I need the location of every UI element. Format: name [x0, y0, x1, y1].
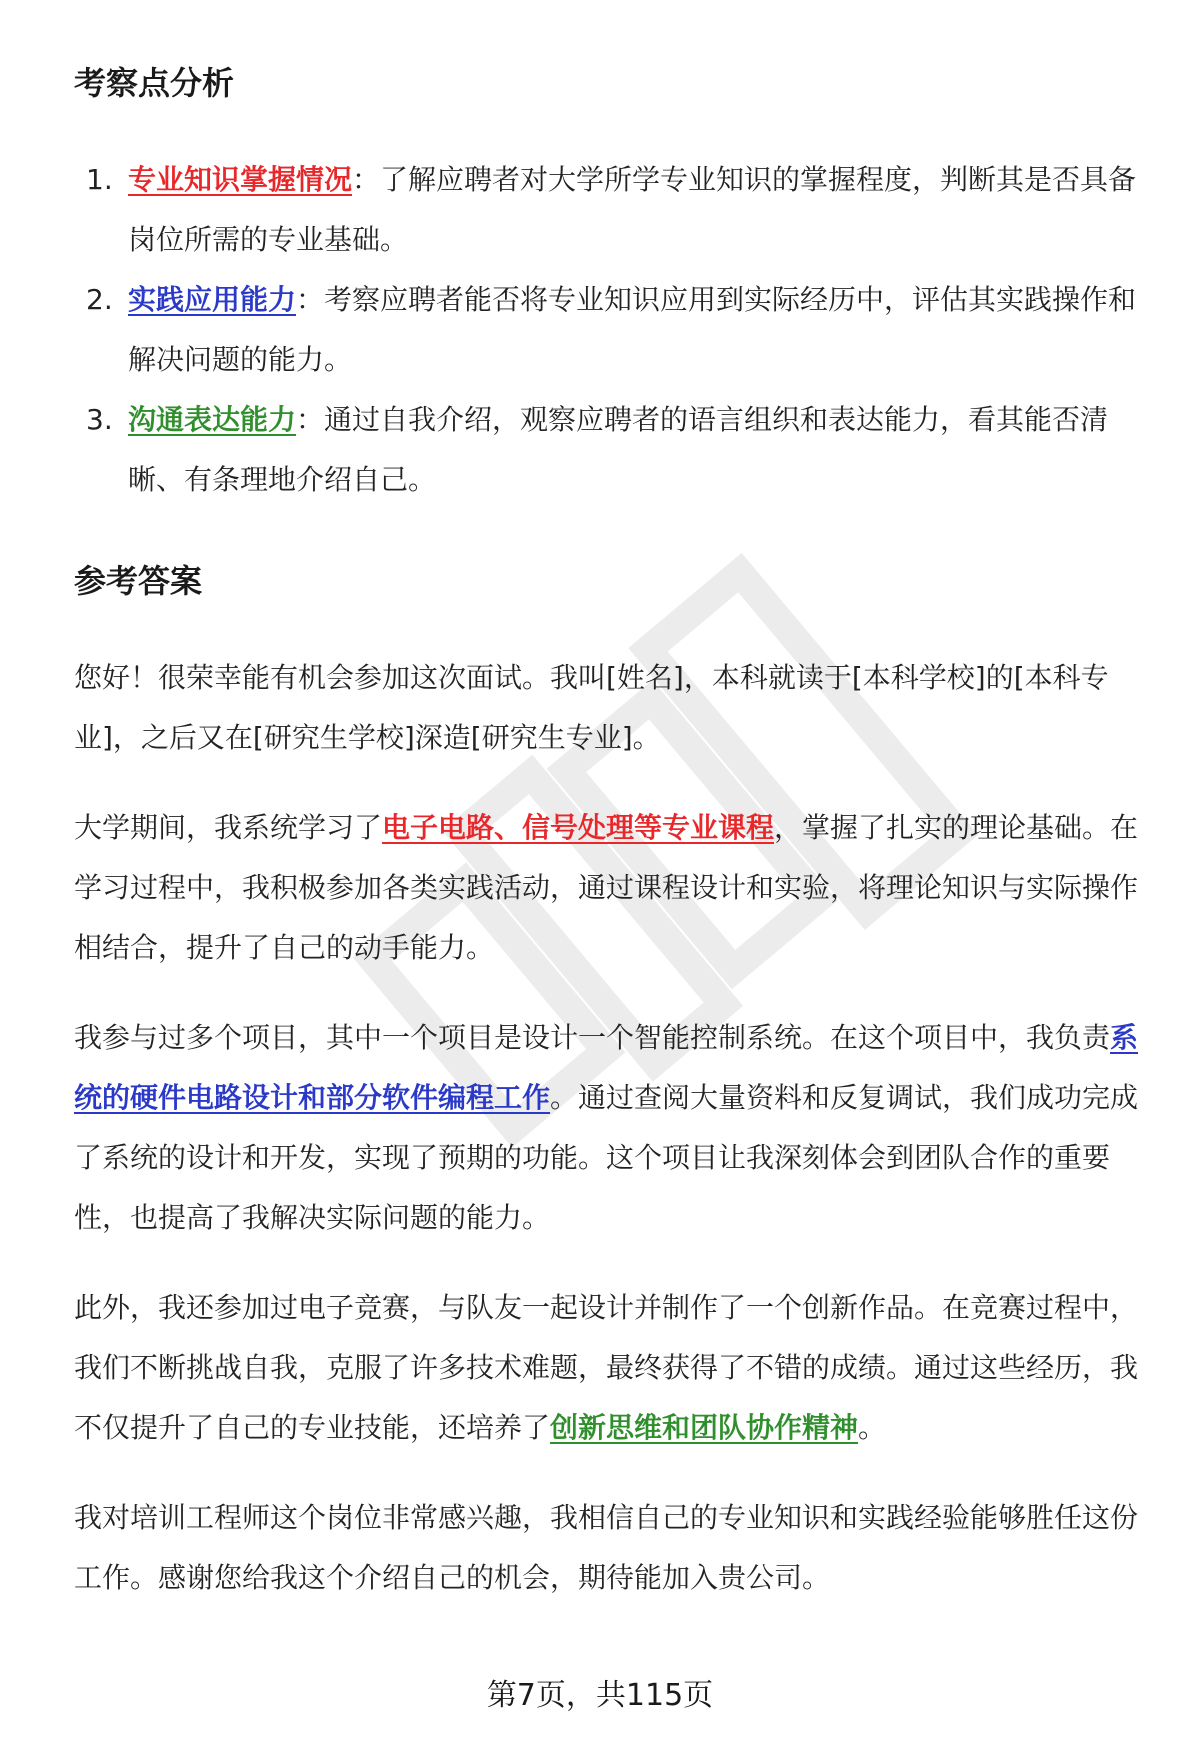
list-item — [74, 150, 1154, 270]
list-text: 了解应聘者对大学所学专业知识的掌握程度，判断其是否具备岗位所需的专业基础。 — [128, 163, 1137, 256]
list-text: 通过自我介绍，观察应聘者的语言组织和表达能力，看其能否清晰、有条理地介绍自己。 — [128, 403, 1109, 496]
separator: ： — [352, 163, 381, 196]
list-number: 2. — [86, 283, 113, 316]
keyword-highlight: 专业知识掌握情况 — [128, 163, 353, 196]
paragraph-text: 。 — [858, 1411, 887, 1444]
answer-paragraph-intro: 您好！很荣幸能有机会参加这次面试。我叫[姓名]，本科就读于[本科学校]的[本科专业]，之后又在[研究生学校]深造[研究生专业]。 — [74, 661, 1109, 754]
keyword-highlight: 创新思维和团队协作精神 — [550, 1411, 859, 1444]
paragraph-text: 大学期间，我系统学习了 — [74, 811, 383, 844]
keyword-highlight: 电子电路、信号处理等专业课程 — [382, 811, 775, 844]
list-number: 3. — [86, 403, 113, 436]
keyword-highlight: 沟通表达能力 — [128, 403, 297, 436]
keyword-highlight: 实践应用能力 — [128, 283, 297, 316]
keyword-highlight: 系统的硬件电路设计和部分软件编程工作 — [74, 1021, 1139, 1114]
section-title-analysis: 考察点分析 — [74, 64, 235, 102]
separator: ： — [296, 283, 325, 316]
paragraph-text: 。通过查阅大量资料和反复调试，我们成功完成了系统的设计和开发，实现了预期的功能。这个项目让我深刻体会到团队合作的重要性，也提高了我解决实际问题的能力。 — [74, 1081, 1139, 1234]
answer-paragraph-project — [74, 1008, 1154, 1248]
answer-paragraph-closing: 我对培训工程师这个岗位非常感兴趣，我相信自己的专业知识和实践经验能够胜任这份工作。感谢您给我这个介绍自己的机会，期待能加入贵公司。 — [74, 1501, 1139, 1594]
paragraph-text: 此外，我还参加过电子竞赛，与队友一起设计并制作了一个创新作品。在竞赛过程中，我们不断挑战自我，克服了许多技术难题，最终获得了不错的成绩。通过这些经历，我不仅提升了自己的专业技能，还培养了 — [74, 1291, 1139, 1444]
answer-paragraph-competition — [74, 1278, 1154, 1458]
section-title-answer: 参考答案 — [74, 562, 203, 600]
answer-paragraph-study — [74, 798, 1154, 978]
separator: ： — [296, 403, 325, 436]
list-item — [74, 270, 1154, 390]
paragraph-text: 我参与过多个项目，其中一个项目是设计一个智能控制系统。在这个项目中，我负责 — [74, 1021, 1111, 1054]
list-text: 考察应聘者能否将专业知识应用到实际经历中，评估其实践操作和解决问题的能力。 — [128, 283, 1137, 376]
paragraph-text: ，掌握了扎实的理论基础。在学习过程中，我积极参加各类实践活动，通过课程设计和实验，将理论知识与实际操作相结合，提升了自己的动手能力。 — [74, 811, 1139, 964]
page-number: 第7页，共115页 — [486, 1678, 714, 1713]
list-item — [74, 390, 1154, 510]
analysis-list — [74, 150, 1154, 510]
list-number: 1. — [86, 163, 113, 196]
